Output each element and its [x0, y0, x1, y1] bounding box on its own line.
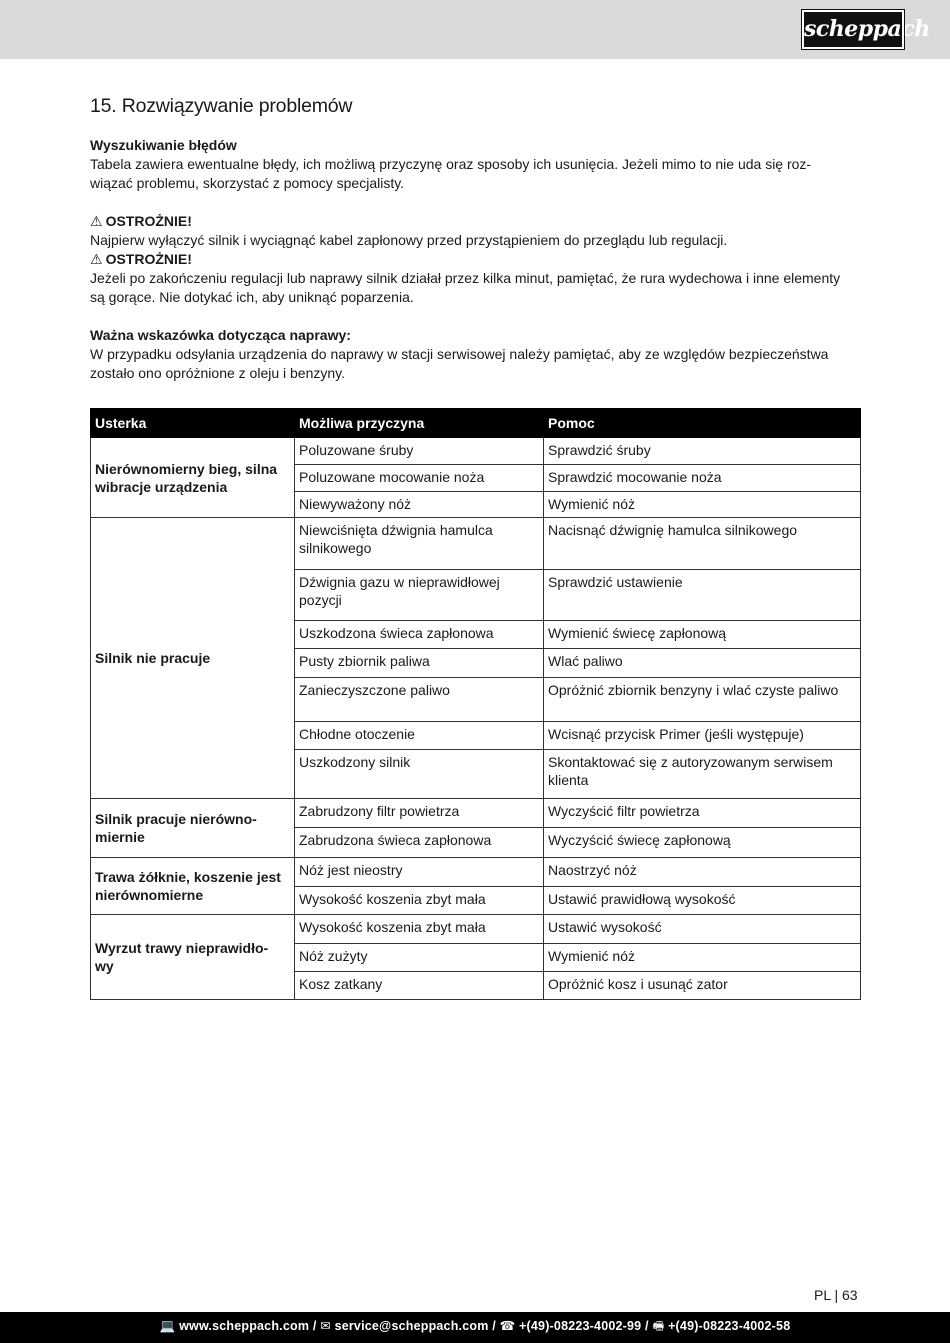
repair-heading: Ważna wskazówka dotycząca naprawy: [90, 327, 351, 343]
cause-cell: Wysokość koszenia zbyt mała [295, 915, 544, 944]
remedy-cell: Wymienić nóż [544, 944, 861, 972]
remedy-cell: Wyczyścić filtr powietrza [544, 799, 861, 828]
footer-separator: / [488, 1319, 500, 1333]
cause-cell: Uszkodzona świeca zapłonowa [295, 621, 544, 649]
footer-bar [0, 1312, 950, 1343]
fault-cell: Trawa żółknie, koszenie jest nierównomierne [91, 858, 295, 915]
fault-cell: Silnik nie pracuje [91, 518, 295, 799]
cause-cell: Nóż jest nieostry [295, 858, 544, 887]
table-row [91, 915, 861, 944]
cause-cell: Chłodne otoczenie [295, 722, 544, 750]
repair-line1: W przypadku odsyłania urządzenia do naprawy w stacji serwisowej należy pamiętać, aby ze względów bezpieczeństwa [90, 346, 829, 362]
main-content [90, 95, 860, 383]
cause-cell: Poluzowane mocowanie noża [295, 465, 544, 492]
remedy-cell: Nacisnąć dźwignię hamulca silnikowego [544, 518, 861, 570]
cause-cell: Poluzowane śruby [295, 438, 544, 465]
troubleshooting-table [90, 408, 861, 1000]
footer-separator: / [309, 1319, 321, 1333]
remedy-cell: Sprawdzić śruby [544, 438, 861, 465]
cause-cell: Niewciśnięta dźwignia hamulca silnikowego [295, 518, 544, 570]
footer-email[interactable]: service@scheppach.com [334, 1319, 489, 1333]
cause-cell: Nóż zużyty [295, 944, 544, 972]
cause-cell: Dźwignia gazu w nieprawidłowej pozycji [295, 570, 544, 621]
scheppach-logo: scheppach [802, 10, 904, 49]
cause-cell: Zabrudzony filtr powietrza [295, 799, 544, 828]
fault-cell: Silnik pracuje nierówno- miernie [91, 799, 295, 858]
fault-finding-heading: Wyszukiwanie błędów [90, 137, 237, 153]
footer-website[interactable]: www.scheppach.com [179, 1319, 310, 1333]
remedy-cell: Sprawdzić ustawienie [544, 570, 861, 621]
table-row [91, 858, 861, 887]
warning-icon: ⚠ [90, 251, 103, 267]
remedy-cell: Wymienić nóż [544, 492, 861, 518]
cause-cell: Kosz zatkany [295, 972, 544, 1000]
caution-text-2-line2: są gorące. Nie dotykać ich, aby uniknąć poparzenia. [90, 289, 414, 305]
header-cause: Możliwa przyczyna [295, 409, 544, 438]
caution-heading-2 [90, 250, 860, 269]
table-row [91, 799, 861, 828]
cause-cell: Pusty zbiornik paliwa [295, 649, 544, 678]
remedy-cell: Opróżnić zbiornik benzyny i wlać czyste paliwo [544, 678, 861, 722]
cause-cell: Niewyważony nóż [295, 492, 544, 518]
remedy-cell: Ustawić wysokość [544, 915, 861, 944]
page-number: PL | 63 [814, 1287, 858, 1303]
phone-icon: ☎ [499, 1319, 516, 1333]
cause-cell: Uszkodzony silnik [295, 750, 544, 799]
caution-text-2-line1: Jeżeli po zakończeniu regulacji lub naprawy silnik działał przez kilka minut, pamiętać, że rura wydechowa i inne elementy [90, 270, 841, 286]
header-remedy: Pomoc [544, 409, 861, 438]
remedy-cell: Wymienić świecę zapłonową [544, 621, 861, 649]
caution-heading-1 [90, 212, 860, 231]
remedy-cell: Sprawdzić mocowanie noża [544, 465, 861, 492]
table-row [91, 518, 861, 570]
remedy-cell: Wcisnąć przycisk Primer (jeśli występuje) [544, 722, 861, 750]
cause-cell: Zanieczyszczone paliwo [295, 678, 544, 722]
cause-cell: Zabrudzona świeca zapłonowa [295, 828, 544, 858]
warning-icon: ⚠ [90, 213, 103, 229]
header-fault: Usterka [91, 409, 295, 438]
mail-icon: ✉ [320, 1319, 331, 1333]
remedy-cell: Wyczyścić świecę zapłonową [544, 828, 861, 858]
caution-label-2: OSTROŻNIE! [105, 251, 192, 267]
caution-label-1: OSTROŻNIE! [105, 213, 192, 229]
cause-cell: Wysokość koszenia zbyt mała [295, 887, 544, 915]
table-header-row [91, 409, 861, 438]
footer-fax: +(49)-08223-4002-58 [668, 1319, 791, 1333]
repair-line2: zostało ono opróżnione z oleju i benzyny. [90, 365, 346, 381]
fault-cell: Wyrzut trawy nieprawidło- wy [91, 915, 295, 1000]
remedy-cell: Skontaktować się z autoryzowanym serwisem klienta [544, 750, 861, 799]
section-title: 15. Rozwiązywanie problemów [90, 95, 353, 117]
fault-cell: Nierównomierny bieg, silna wibracje urządzenia [91, 438, 295, 518]
remedy-cell: Opróżnić kosz i usunąć zator [544, 972, 861, 1000]
table-row [91, 438, 861, 465]
computer-icon: 💻 [159, 1319, 176, 1333]
fax-icon: 🖷 [652, 1319, 665, 1333]
fault-finding-line1: Tabela zawiera ewentualne błędy, ich możliwą przyczynę oraz sposoby ich usunięcia. Jeżeli mimo to nie uda się roz- [90, 156, 812, 172]
caution-text-1: Najpierw wyłączyć silnik i wyciągnąć kabel zapłonowy przed przystąpieniem do przeglądu lub regulacji. [90, 232, 728, 248]
footer-separator: / [641, 1319, 653, 1333]
remedy-cell: Naostrzyć nóż [544, 858, 861, 887]
remedy-cell: Wlać paliwo [544, 649, 861, 678]
fault-finding-line2: wiązać problemu, skorzystać z pomocy specjalisty. [90, 175, 405, 191]
footer-phone: +(49)-08223-4002-99 [519, 1319, 642, 1333]
remedy-cell: Ustawić prawidłową wysokość [544, 887, 861, 915]
